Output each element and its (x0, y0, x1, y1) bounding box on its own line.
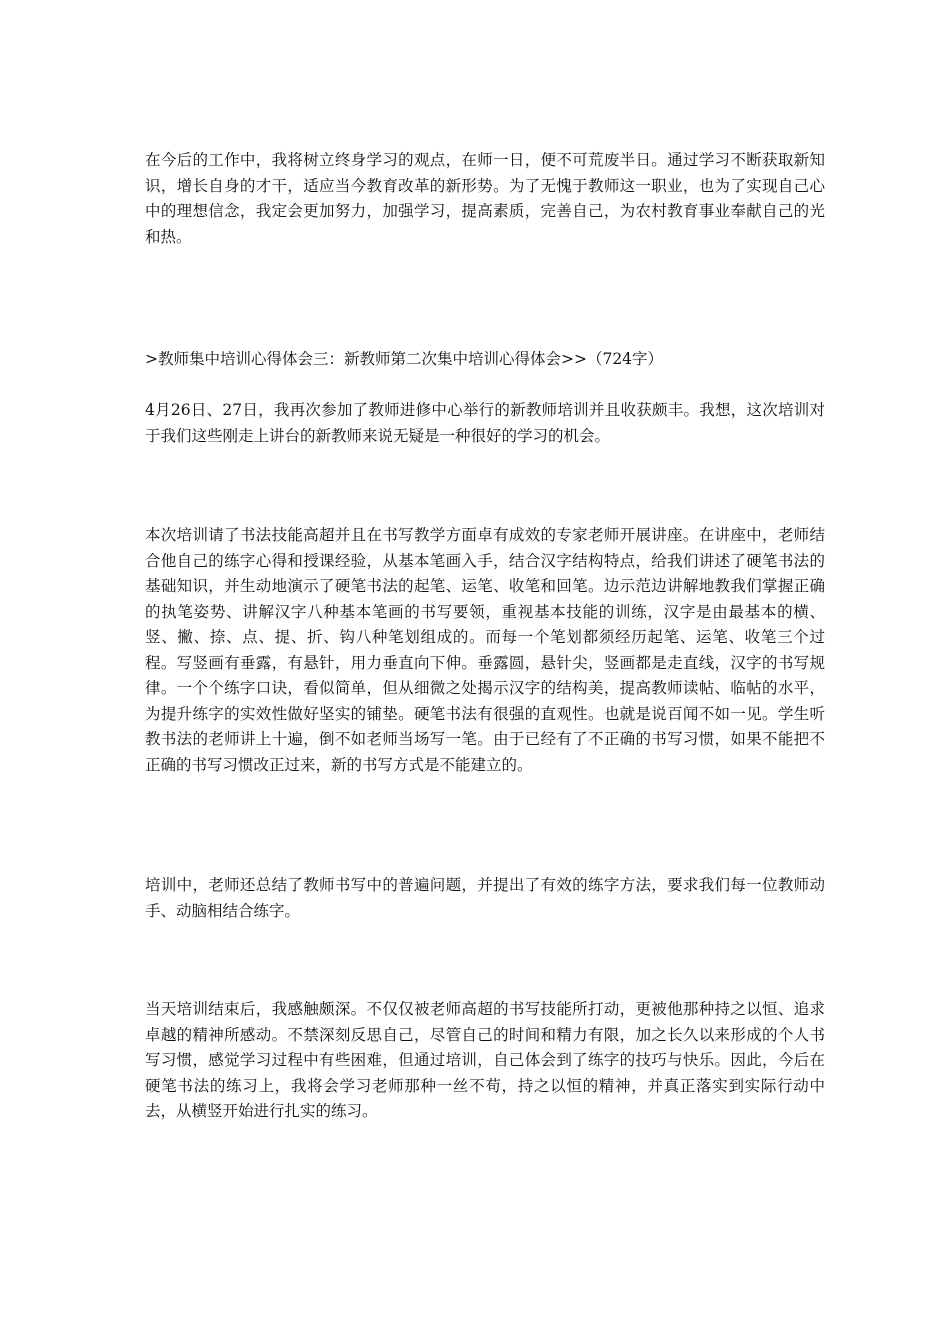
paragraph-calligraphy-lecture: 本次培训请了书法技能高超并且在书写教学方面卓有成效的专家老师开展讲座。在讲座中，老师结合他自己的练字心得和授课经验，从基本笔画入手，结合汉字结构特点，给我们讲述了硬笔书法的基础知识，并生动地演示了硬笔书法的起笔、运笔、收笔和回笔。边示范边讲解地教我们掌握正确的执笔姿势、讲解汉字八种基本笔画的书写要领，重视基本技能的训练，汉字是由最基本的横、竖、撇、捺、点、提、折、钩八种笔划组成的。而每一个笔划都须经历起笔、运笔、收笔三个过程。写竖画有垂露，有悬针，用力垂直向下伸。垂露圆，悬针尖，竖画都是走直线，汉字的书写规律。一个个练字口诀，看似简单，但从细微之处揭示汉字的结构美，提高教师读帖、临帖的水平，为提升练字的实效性做好坚实的铺垫。硬笔书法有很强的直观性。也就是说百闻不如一见。学生听教书法的老师讲上十遍，倒不如老师当场写一笔。由于已经有了不正确的书写习惯，如果不能把不正确的书写习惯改正过来，新的书写方式是不能建立的。 (145, 526, 825, 774)
paragraph-reflection: 当天培训结束后，我感触颇深。不仅仅被老师高超的书写技能所打动，更被他那种持之以恒、追求卓越的精神所感动。不禁深刻反思自己，尽管自己的时间和精力有限，加之长久以来形成的个人书写习惯，感觉学习过程中有些困难，但通过培训，自己体会到了练字的技巧与快乐。因此，今后在硬笔书法的练习上，我将会学习老师那种一丝不苟，持之以恒的精神，并真正落实到实际行动中去，从横竖开始进行扎实的练习。 (145, 1000, 825, 1120)
section-heading: >教师集中培训心得体会三：新教师第二次集中培训心得体会>>（724字） (145, 350, 664, 368)
paragraph-training-intro: 4月26日、27日，我再次参加了教师进修中心举行的新教师培训并且收获颇丰。我想，这次培训对于我们这些刚走上讲台的新教师来说无疑是一种很好的学习的机会。 (145, 401, 825, 445)
paragraph-lifelong-learning: 在今后的工作中，我将树立终身学习的观点，在师一日，便不可荒废半日。通过学习不断获取新知识，增长自身的才干，适应当今教育改革的新形势。为了无愧于教师这一职业，也为了实现自己心中的理想信念，我定会更加努力，加强学习，提高素质，完善自己，为农村教育事业奉献自己的光和热。 (145, 151, 825, 246)
paragraph-common-problems: 培训中，老师还总结了教师书写中的普遍问题，并提出了有效的练字方法，要求我们每一位教师动手、动脑相结合练字。 (145, 876, 825, 920)
